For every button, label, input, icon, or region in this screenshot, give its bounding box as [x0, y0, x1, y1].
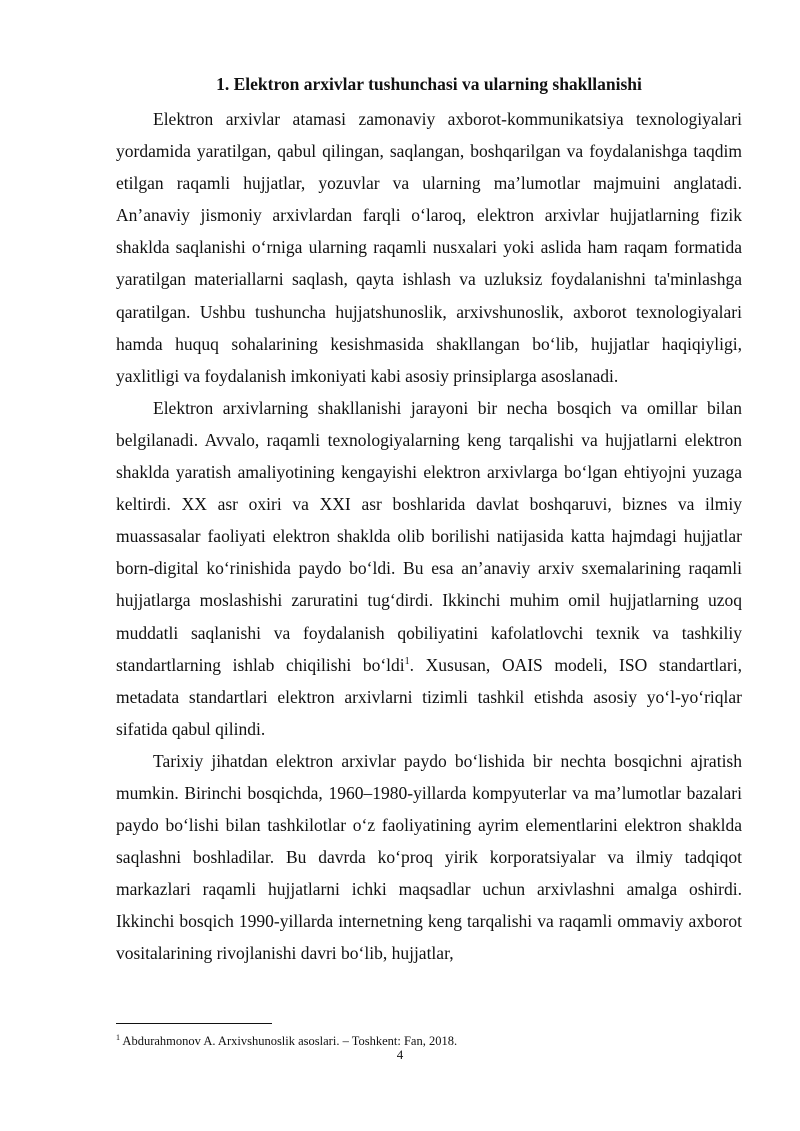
paragraph-2-text: Elektron arxivlarning shakllanishi jarayoni bir necha bosqich va omillar bilan belgilanadi. Avvalo, raqamli texnologiyalarning keng tarqalishi va hujjatlarni elektron shaklda yaratish amaliyotining kengayishi elektron arxivlarga boʻlgan ehtiyojni yuzaga keltirdi. XX asr oxiri va XXI asr boshlarida davlat boshqaruvi, biznes va ilmiy muassasalar faoliyati elektron shaklda olib borilishi natijasida katta hajmdagi hujjatlar born-digital koʻrinishida paydo boʻldi. Bu esa anʼanaviy arxiv sxemalarining raqamli hujjatlarga moslashishi zaruratini tugʻdirdi. Ikkinchi muhim omil hujjatlarning uzoq muddatli saqlanishi va foydalanish qobiliyatini kafolatlovchi texnik va tashkiliy standartlarning ishlab chiqilishi boʻldi [116, 397, 742, 675]
footnote-marker: 1 [116, 1033, 120, 1042]
footnote-separator [116, 1023, 272, 1024]
body-text [116, 103, 742, 970]
section-title: 1. Elektron arxivlar tushunchasi va ularning shakllanishi [216, 74, 642, 94]
paragraph-3: Tarixiy jihatdan elektron arxivlar paydo boʻlishida bir nechta bosqichni ajratish mumkin. Birinchi bosqichda, 1960–1980-yillarda kompyuterlar va maʼlumotlar bazalari paydo boʻlishi bilan tashkilotlar oʻz faoliyatining ayrim elementlarini elektron shaklda saqlashni boshladilar. Bu davrda koʻproq yirik korporatsiyalar va ilmiy tadqiqot markazlari raqamli hujjatlarni ichki maqsadlar uchun arxivlashni amalga oshirdi. Ikkinchi bosqich 1990-yillarda internetning keng tarqalishi va raqamli ommaviy axborot vositalarining rivojlanishi davri boʻlib, hujjatlar, [116, 750, 742, 964]
paragraph-1: Elektron arxivlar atamasi zamonaviy axborot-kommunikatsiya texnologiyalari yordamida yaratilgan, qabul qilingan, saqlangan, boshqarilgan va foydalanishga taqdim etilgan raqamli hujjatlar, yozuvlar va ularning maʼlumotlar majmuini anglatadi. Anʼanaviy jismoniy arxivlardan farqli oʻlaroq, elektron arxivlar hujjatlarning fizik shaklda saqlanishi oʻrniga ularning raqamli nusxalari yoki aslida ham raqam formatida yaratilgan materiallarni saqlash, qayta ishlash va uzluksiz foydalanishni ta'minlashga qaratilgan. Ushbu tushuncha hujjatshunoslik, arxivshunoslik, axborot texnologiyalari hamda huquq sohalarining kesishmasida shakllangan boʻlib, hujjatlar haqiqiyligi, yaxlitligi va foydalanish imkoniyati kabi asosiy prinsiplarga asoslanadi. [116, 109, 742, 386]
footnote-text: Abdurahmonov A. Arxivshunoslik asoslari. – Toshkent: Fan, 2018. [120, 1034, 458, 1049]
paragraph-2 [116, 392, 742, 745]
page-number: 4 [396, 1047, 404, 1062]
footnote-reference[interactable]: 1 [404, 655, 410, 667]
paragraph-2-tail: . Xususan, OAIS modeli, ISO standartlari, metadata standartlari elektron arxivlarni tizimli tashkil etishda asosiy yoʻl-yoʻriqlar sifatida qabul qilindi. [116, 654, 742, 739]
